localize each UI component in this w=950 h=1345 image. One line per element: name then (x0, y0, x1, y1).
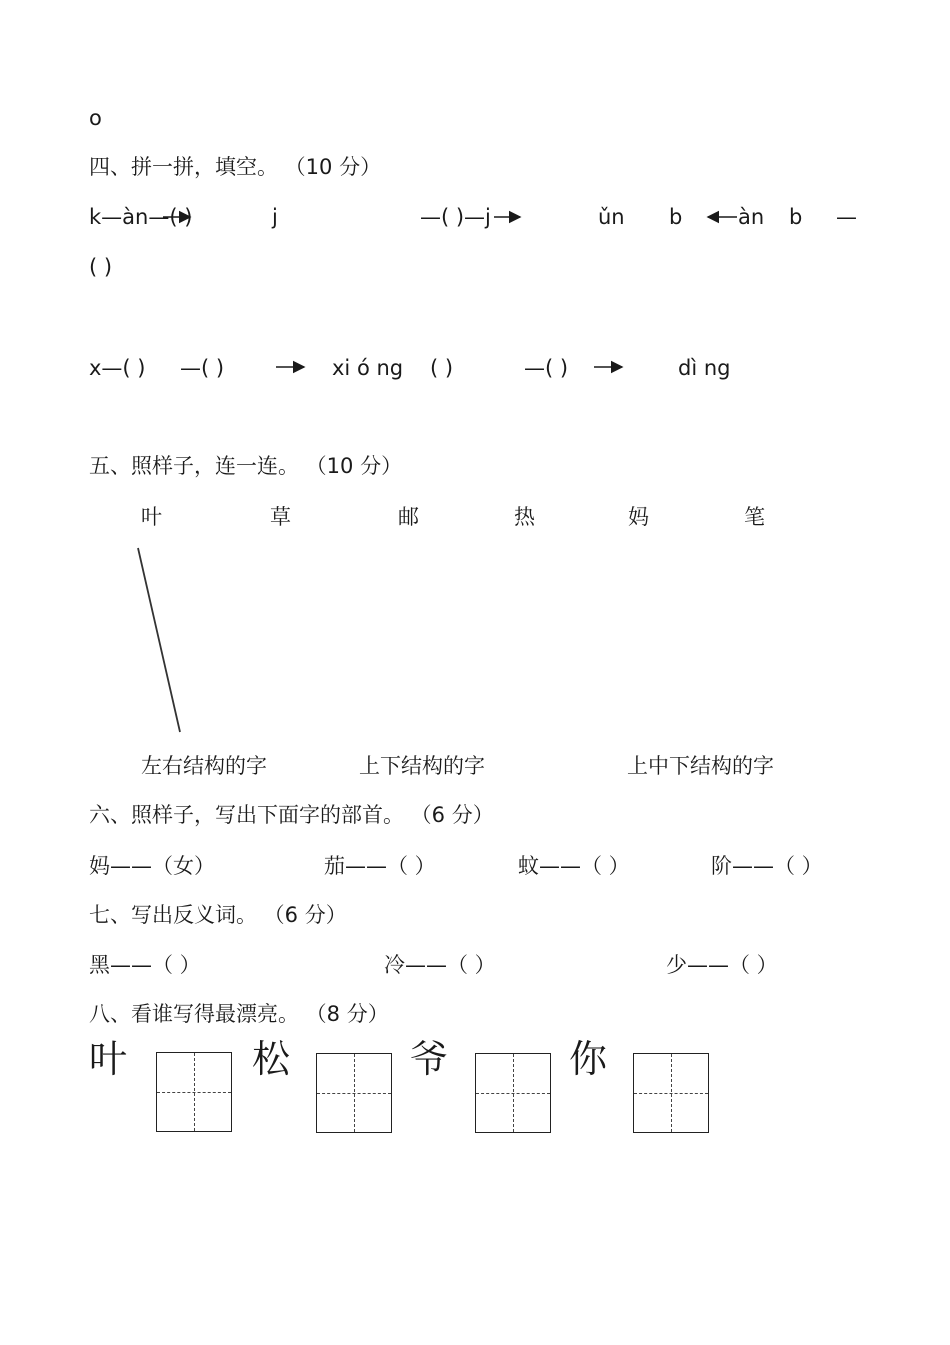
pinyin-item-2c: xi ó ng (332, 356, 404, 380)
radical-item: 妈——（女） (89, 854, 215, 878)
structure-category: 上中下结构的字 (627, 754, 774, 778)
pinyin-item-1f: àn (738, 205, 765, 229)
section7-heading: 七、写出反义词。 （6 分） (89, 903, 347, 927)
pinyin-item-2e: —( ) (524, 356, 569, 380)
pinyin-item-1h: — (836, 205, 857, 229)
writing-grid-box[interactable] (316, 1053, 392, 1133)
practice-char: 叶 (89, 1037, 128, 1081)
antonym-item: 少——（ ） (666, 953, 778, 977)
antonym-item: 冷——（ ） (384, 953, 496, 977)
section4-heading: 四、拼一拼，填空。 （10 分） (89, 155, 382, 179)
radical-item: 蚊——（ ） (518, 854, 630, 878)
pinyin-item-2b: —( ) (180, 356, 225, 380)
practice-char: 爷 (410, 1037, 449, 1081)
pinyin-item-1-wrap: ( ) (89, 255, 113, 279)
section8-heading: 八、看谁写得最漂亮。 （8 分） (89, 1002, 389, 1026)
char-item: 邮 (398, 505, 419, 529)
writing-grid-box[interactable] (475, 1053, 551, 1133)
pinyin-item-1c: —( )—j (420, 205, 491, 229)
writing-grid-box[interactable] (633, 1053, 709, 1133)
structure-category: 上下结构的字 (359, 754, 485, 778)
antonym-item: 黑——（ ） (89, 953, 201, 977)
pinyin-item-1b: j (272, 205, 278, 229)
char-item: 叶 (141, 505, 162, 529)
pinyin-item-2d: ( ) (430, 356, 454, 380)
pinyin-item-1d: ǔn (598, 205, 625, 229)
example-connect-line (138, 548, 180, 732)
pinyin-item-1a: k—àn—( ) (89, 205, 193, 229)
section5-heading: 五、照样子，连一连。 （10 分） (89, 454, 403, 478)
practice-char: 你 (569, 1037, 608, 1081)
pinyin-item-1g: b (789, 205, 803, 229)
pinyin-item-2a: x—( ) (89, 356, 146, 380)
char-item: 妈 (628, 505, 649, 529)
char-item: 热 (514, 505, 535, 529)
page-fragment-text: o (89, 106, 102, 130)
practice-char: 松 (252, 1037, 291, 1081)
section6-heading: 六、照样子，写出下面字的部首。 （6 分） (89, 803, 494, 827)
char-item: 草 (270, 505, 291, 529)
pinyin-item-2f: dì ng (678, 356, 731, 380)
pinyin-item-1e: b (669, 205, 683, 229)
char-item: 笔 (744, 505, 765, 529)
radical-item: 茄——（ ） (324, 854, 436, 878)
writing-grid-box[interactable] (156, 1052, 232, 1132)
structure-category: 左右结构的字 (141, 754, 267, 778)
radical-item: 阶——（ ） (711, 854, 823, 878)
